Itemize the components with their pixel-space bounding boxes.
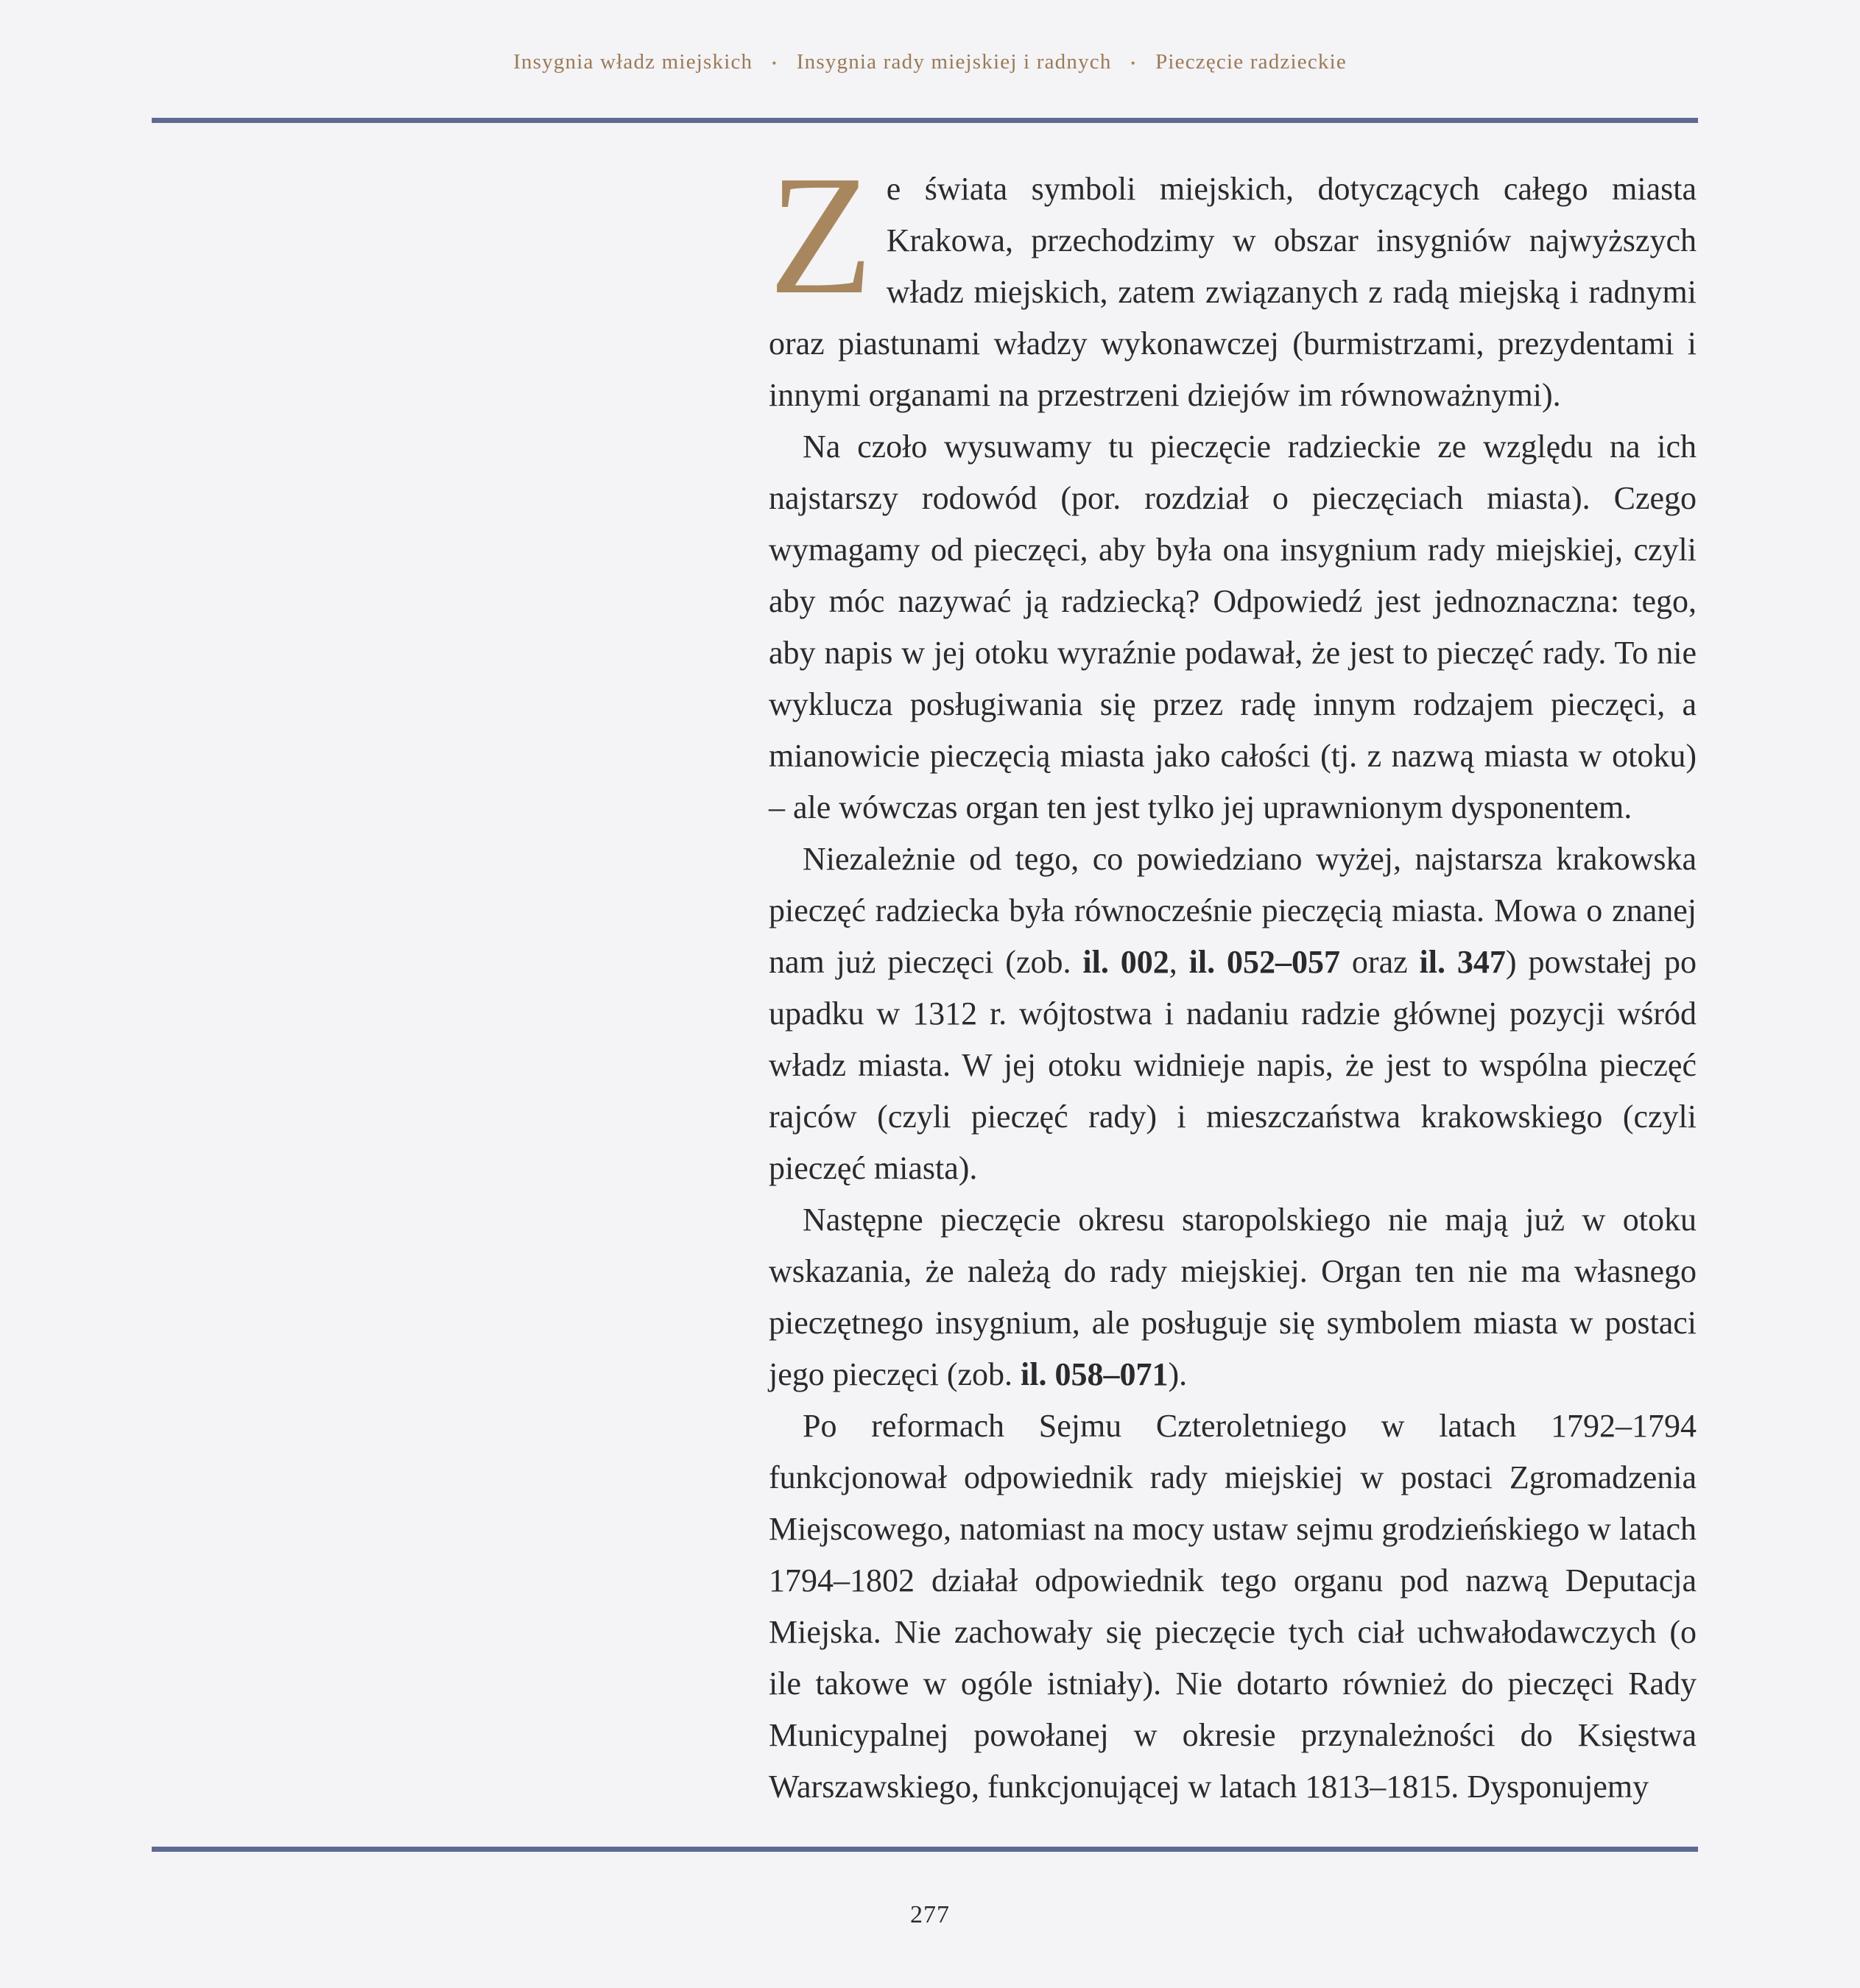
running-head — [0, 50, 1860, 74]
page-number: 277 — [910, 1901, 950, 1928]
illustration-reference: il. 052–057 — [1188, 944, 1341, 980]
paragraph-5: Po reformach Sejmu Czteroletniego w latach 1792–1794 funkcjonował odpowiednik rady miejskiej w postaci Zgromadzenia Miejscowego, natomiast na mocy ustaw sejmu grodzieńskiego w latach 1794–1802 działał odpowiednik tego organu pod nazwą Deputacja Miejska. Nie zachowały się pieczęcie tych ciał uchwałodawczych (o ile takowe w ogóle istniały). Nie dotarto również do pieczęci Rady Municypalnej powołanej w okresie przynależności do Księstwa Warszawskiego, funkcjonującej w latach 1813–1815. Dysponujemy — [769, 1408, 1697, 1805]
paragraph-3 — [769, 833, 1697, 1194]
running-head-chapter: Insygnia władz miejskich — [513, 50, 753, 74]
drop-cap: Z — [769, 141, 873, 330]
paragraph-3-text: oraz — [1340, 944, 1420, 980]
paragraph-3-text: , — [1169, 944, 1189, 980]
separator-bullet: • — [772, 55, 778, 71]
bottom-rule — [152, 1847, 1698, 1852]
article-body — [769, 141, 1697, 1813]
paragraph-1 — [769, 141, 1697, 421]
top-rule — [152, 118, 1698, 123]
paragraph-2: Na czoło wysuwamy tu pieczęcie radzieckie ze względu na ich najstarszy rodowód (por. rozdział o pieczęciach miasta). Czego wymagamy od pieczęci, aby była ona insygnium rady miejskiej, czyli aby móc nazywać ją radziecką? Odpowiedź jest jednoznaczna: tego, aby napis w jej otoku wyraźnie podawał, że jest to pieczęć rady. To nie wyklucza posługiwania się przez radę innym rodzajem pieczęci, a mianowicie pieczęcią miasta jako całości (tj. z nazwą miasta w otoku) – ale wówczas organ ten jest tylko jej uprawnionym dysponentem. — [769, 429, 1697, 825]
illustration-reference: il. 058–071 — [1021, 1356, 1169, 1392]
illustration-reference: il. 002 — [1082, 944, 1169, 980]
paragraph-3-text: ) powstałej po upadku w 1312 r. wójtostwa i nadaniu radzie głównej pozycji wśród władz miasta. W jej otoku widnieje napis, że jest to wspólna pieczęć rajców (czyli pieczęć rady) i mieszczaństwa krakowskiego (czyli pieczęć miasta). — [769, 944, 1697, 1186]
paragraph-3-text: Niezależnie od tego, co powiedziano wyżej, najstarsza krakowska pieczęć radziecka była równocześnie pieczęcią miasta. Mowa o znanej nam już pieczęci (zob. — [769, 841, 1697, 980]
paragraph-4 — [769, 1194, 1697, 1400]
running-head-subsection: Pieczęcie radzieckie — [1155, 50, 1347, 74]
paragraph-1-text: e świata symboli miejskich, dotyczących całego miasta Krakowa, przechodzimy w obszar insygniów najwyższych władz miejskich, zatem związanych z radą miejską i radnymi oraz piastunami władzy wykonawczej (burmistrzami, prezydentami i innymi organami na przestrzeni dziejów im równoważnymi). — [769, 171, 1697, 413]
running-head-section: Insygnia rady miejskiej i radnych — [796, 50, 1112, 74]
illustration-reference: il. 347 — [1419, 944, 1506, 980]
paragraph-4-text: Następne pieczęcie okresu staropolskiego nie mają już w otoku wskazania, że należą do rady miejskiej. Organ ten nie ma własnego pieczętnego insygnium, ale posługuje się symbolem miasta w postaci jego pieczęci (zob. — [769, 1202, 1697, 1392]
separator-bullet: • — [1130, 55, 1137, 71]
paragraph-4-text: ). — [1168, 1356, 1188, 1392]
